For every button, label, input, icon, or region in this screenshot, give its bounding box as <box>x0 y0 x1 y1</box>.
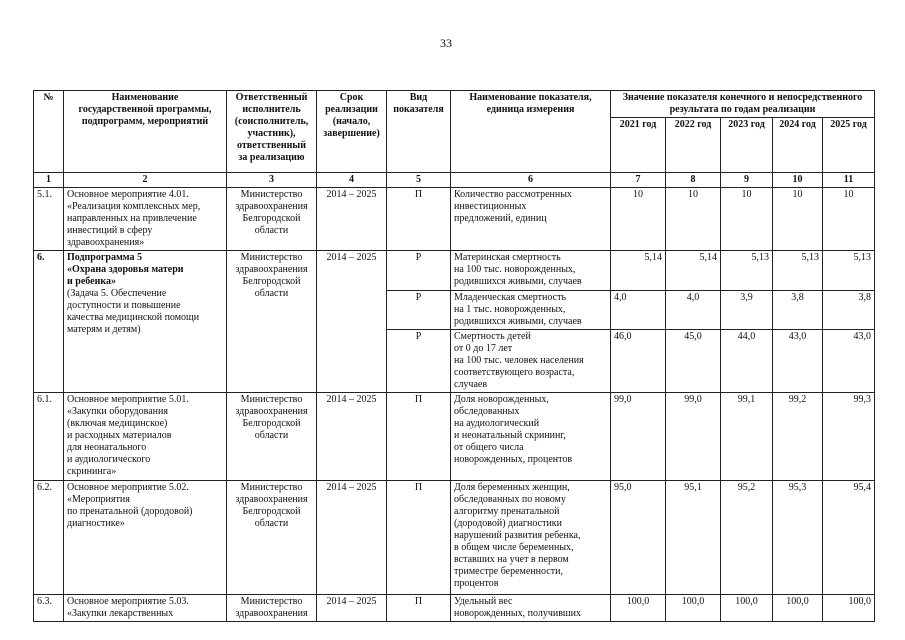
table-row <box>34 251 875 291</box>
value-2021: 100,0 <box>611 595 666 622</box>
value-2022: 95,1 <box>666 481 721 595</box>
row-number: 6.1. <box>34 393 64 481</box>
table-row <box>34 188 875 251</box>
row-number: 6. <box>34 251 64 393</box>
value-2025: 43,0 <box>823 330 875 393</box>
indicator-type: Р <box>387 291 451 330</box>
indicator-type: П <box>387 188 451 251</box>
executor: Министерство здравоохранения <box>227 595 317 622</box>
value-2025: 99,3 <box>823 393 875 481</box>
indicator-name: Младенческая смертность на 1 тыс. новорожденных, родившихся живыми, случаев <box>451 291 611 330</box>
row-number: 5.1. <box>34 188 64 251</box>
value-2021: 95,0 <box>611 481 666 595</box>
column-number: 3 <box>227 173 317 188</box>
executor: Министерство здравоохранения Белгородской области <box>227 188 317 251</box>
activity-name: Основное мероприятие 5.03. «Закупки лекарственных <box>64 595 227 622</box>
header-program-name: Наименование государственной программы, подпрограмм, мероприятий <box>64 91 227 173</box>
value-2025: 5,13 <box>823 251 875 291</box>
value-2022: 45,0 <box>666 330 721 393</box>
header-number: № <box>34 91 64 173</box>
value-2023: 44,0 <box>721 330 773 393</box>
column-numbers-row <box>34 173 875 188</box>
value-2022: 10 <box>666 188 721 251</box>
executor: Министерство здравоохранения Белгородской области <box>227 251 317 393</box>
value-2024: 99,2 <box>773 393 823 481</box>
value-2024: 5,13 <box>773 251 823 291</box>
indicator-name: Удельный вес новорожденных, получивших <box>451 595 611 622</box>
indicator-type: Р <box>387 330 451 393</box>
value-2021: 10 <box>611 188 666 251</box>
indicator-name: Доля беременных женщин, обследованных по новому алгоритму пренатальной (дородовой) диагностики нарушений развития ребенка, в общем числе беременных, вставших на учет в первом триместре беременности, процентов <box>451 481 611 595</box>
indicator-type: П <box>387 481 451 595</box>
column-number: 5 <box>387 173 451 188</box>
value-2022: 5,14 <box>666 251 721 291</box>
activity-name: Основное мероприятие 4.01. «Реализация комплексных мер, направленных на привлечение инвестиций в сферу здравоохранения» <box>64 188 227 251</box>
column-number: 8 <box>666 173 721 188</box>
table-row <box>34 595 875 622</box>
value-2023: 5,13 <box>721 251 773 291</box>
executor: Министерство здравоохранения Белгородской области <box>227 393 317 481</box>
value-2021: 4,0 <box>611 291 666 330</box>
table-row <box>34 481 875 595</box>
indicator-type: Р <box>387 251 451 291</box>
row-number: 6.3. <box>34 595 64 622</box>
subprogram-title: Подпрограмма 5 «Охрана здоровья матери и ребенка» <box>67 252 184 287</box>
column-number: 7 <box>611 173 666 188</box>
indicator-type: П <box>387 595 451 622</box>
activity-name: Основное мероприятие 5.01. «Закупки оборудования (включая медицинское) и расходных материалов для неонатального и аудиологического скрининга» <box>64 393 227 481</box>
term: 2014 – 2025 <box>317 595 387 622</box>
page-number: 33 <box>440 36 452 50</box>
value-2024: 43,0 <box>773 330 823 393</box>
column-number: 2 <box>64 173 227 188</box>
value-2023: 95,2 <box>721 481 773 595</box>
header-indicator-name: Наименование показателя, единица измерения <box>451 91 611 173</box>
value-2023: 10 <box>721 188 773 251</box>
value-2023: 3,9 <box>721 291 773 330</box>
indicators-table <box>33 90 875 622</box>
value-2024: 95,3 <box>773 481 823 595</box>
column-number: 1 <box>34 173 64 188</box>
header-year: 2025 год <box>823 118 875 173</box>
activity-name: Основное мероприятие 5.02. «Мероприятия по пренатальной (дородовой) диагностике» <box>64 481 227 595</box>
value-2025: 95,4 <box>823 481 875 595</box>
header-term: Срок реализации (начало, завершение) <box>317 91 387 173</box>
term: 2014 – 2025 <box>317 393 387 481</box>
subprogram-task: (Задача 5. Обеспечение доступности и повышение качества медицинской помощи матерям и детям) <box>67 288 200 335</box>
header-year: 2024 год <box>773 118 823 173</box>
value-2024: 100,0 <box>773 595 823 622</box>
value-2022: 99,0 <box>666 393 721 481</box>
value-2023: 100,0 <box>721 595 773 622</box>
value-2021: 5,14 <box>611 251 666 291</box>
header-year: 2021 год <box>611 118 666 173</box>
value-2023: 99,1 <box>721 393 773 481</box>
term: 2014 – 2025 <box>317 481 387 595</box>
value-2022: 4,0 <box>666 291 721 330</box>
value-2024: 3,8 <box>773 291 823 330</box>
header-year: 2023 год <box>721 118 773 173</box>
term: 2014 – 2025 <box>317 251 387 393</box>
value-2025: 100,0 <box>823 595 875 622</box>
indicator-type: П <box>387 393 451 481</box>
indicator-name: Материнская смертность на 100 тыс. новорожденных, родившихся живыми, случаев <box>451 251 611 291</box>
value-2024: 10 <box>773 188 823 251</box>
header-executor: Ответственный исполнитель (соисполнитель, участник), ответственный за реализацию <box>227 91 317 173</box>
executor: Министерство здравоохранения Белгородской области <box>227 481 317 595</box>
row-number: 6.2. <box>34 481 64 595</box>
value-2021: 46,0 <box>611 330 666 393</box>
value-2022: 100,0 <box>666 595 721 622</box>
column-number: 10 <box>773 173 823 188</box>
value-2021: 99,0 <box>611 393 666 481</box>
indicator-name: Смертность детей от 0 до 17 лет на 100 тыс. человек населения соответствующего возраста, случаев <box>451 330 611 393</box>
header-values: Значение показателя конечного и непосредственного результата по годам реализации <box>611 91 875 118</box>
header-year: 2022 год <box>666 118 721 173</box>
indicator-name: Доля новорожденных, обследованных на аудиологический и неонатальный скрининг, от общего числа новорожденных, процентов <box>451 393 611 481</box>
header-indicator-type: Вид показателя <box>387 91 451 173</box>
value-2025: 3,8 <box>823 291 875 330</box>
table-row <box>34 393 875 481</box>
term: 2014 – 2025 <box>317 188 387 251</box>
column-number: 4 <box>317 173 387 188</box>
value-2025: 10 <box>823 188 875 251</box>
column-number: 6 <box>451 173 611 188</box>
indicator-name: Количество рассмотренных инвестиционных предложений, единиц <box>451 188 611 251</box>
column-number: 11 <box>823 173 875 188</box>
subprogram-name <box>64 251 227 393</box>
column-number: 9 <box>721 173 773 188</box>
